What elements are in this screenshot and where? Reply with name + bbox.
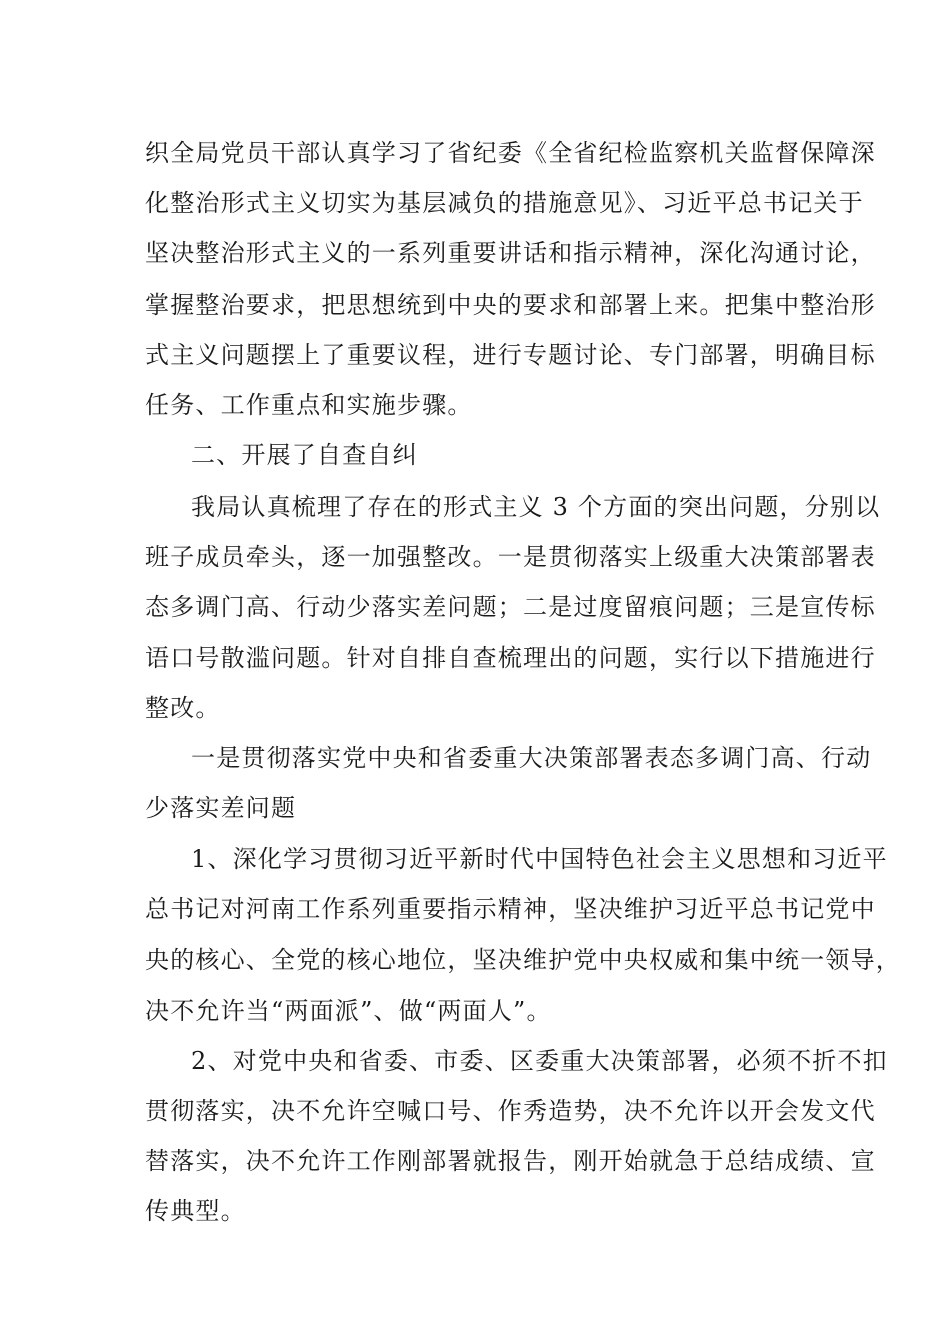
text-line: 少落实差问题 [145,794,297,822]
text-line: 整改。 [145,694,221,722]
text-line: 掌握整治要求，把思想统到中央的要求和部署上来。把集中整治形 [145,291,876,319]
text-line: 决不允许当“两面派”、做“两面人”。 [145,997,552,1025]
section-heading: 二、开展了自查自纠 [191,441,418,469]
text-line: 贯彻落实，决不允许空喊口号、作秀造势，决不允许以开会发文代 [145,1097,876,1125]
text-line: 班子成员牵头，逐一加强整改。一是贯彻落实上级重大决策部署表 [145,543,876,571]
text-line: 一是贯彻落实党中央和省委重大决策部署表态多调门高、行动 [191,744,872,772]
text-line: 语口号散滥问题。针对自排自查梳理出的问题，实行以下措施进行 [145,644,876,672]
text-line: 我局认真梳理了存在的形式主义 3 个方面的突出问题，分别以 [191,493,881,521]
text-line: 态多调门高、行动少落实差问题；二是过度留痕问题；三是宣传标 [145,593,876,621]
text-line: 式主义问题摆上了重要议程，进行专题讨论、专门部署，明确目标 [145,341,876,369]
text-line: 任务、工作重点和实施步骤。 [145,391,473,419]
text-line: 1、深化学习贯彻习近平新时代中国特色社会主义思想和习近平 [191,845,888,873]
text-line: 传典型。 [145,1197,246,1225]
text-line: 央的核心、全党的核心地位，坚决维护党中央权威和集中统一领导， [145,946,901,974]
text-line: 化整治形式主义切实为基层减负的措施意见》、习近平总书记关于 [145,189,864,217]
text-line: 坚决整治形式主义的一系列重要讲话和指示精神，深化沟通讨论， [145,239,876,267]
text-line: 2、对党中央和省委、市委、区委重大决策部署，必须不折不扣 [191,1047,888,1075]
text-line: 织全局党员干部认真学习了省纪委《全省纪检监察机关监督保障深 [145,139,876,167]
text-line: 总书记对河南工作系列重要指示精神，坚决维护习近平总书记党中 [145,895,876,923]
text-line: 替落实，决不允许工作刚部署就报告，刚开始就急于总结成绩、宣 [145,1147,876,1175]
